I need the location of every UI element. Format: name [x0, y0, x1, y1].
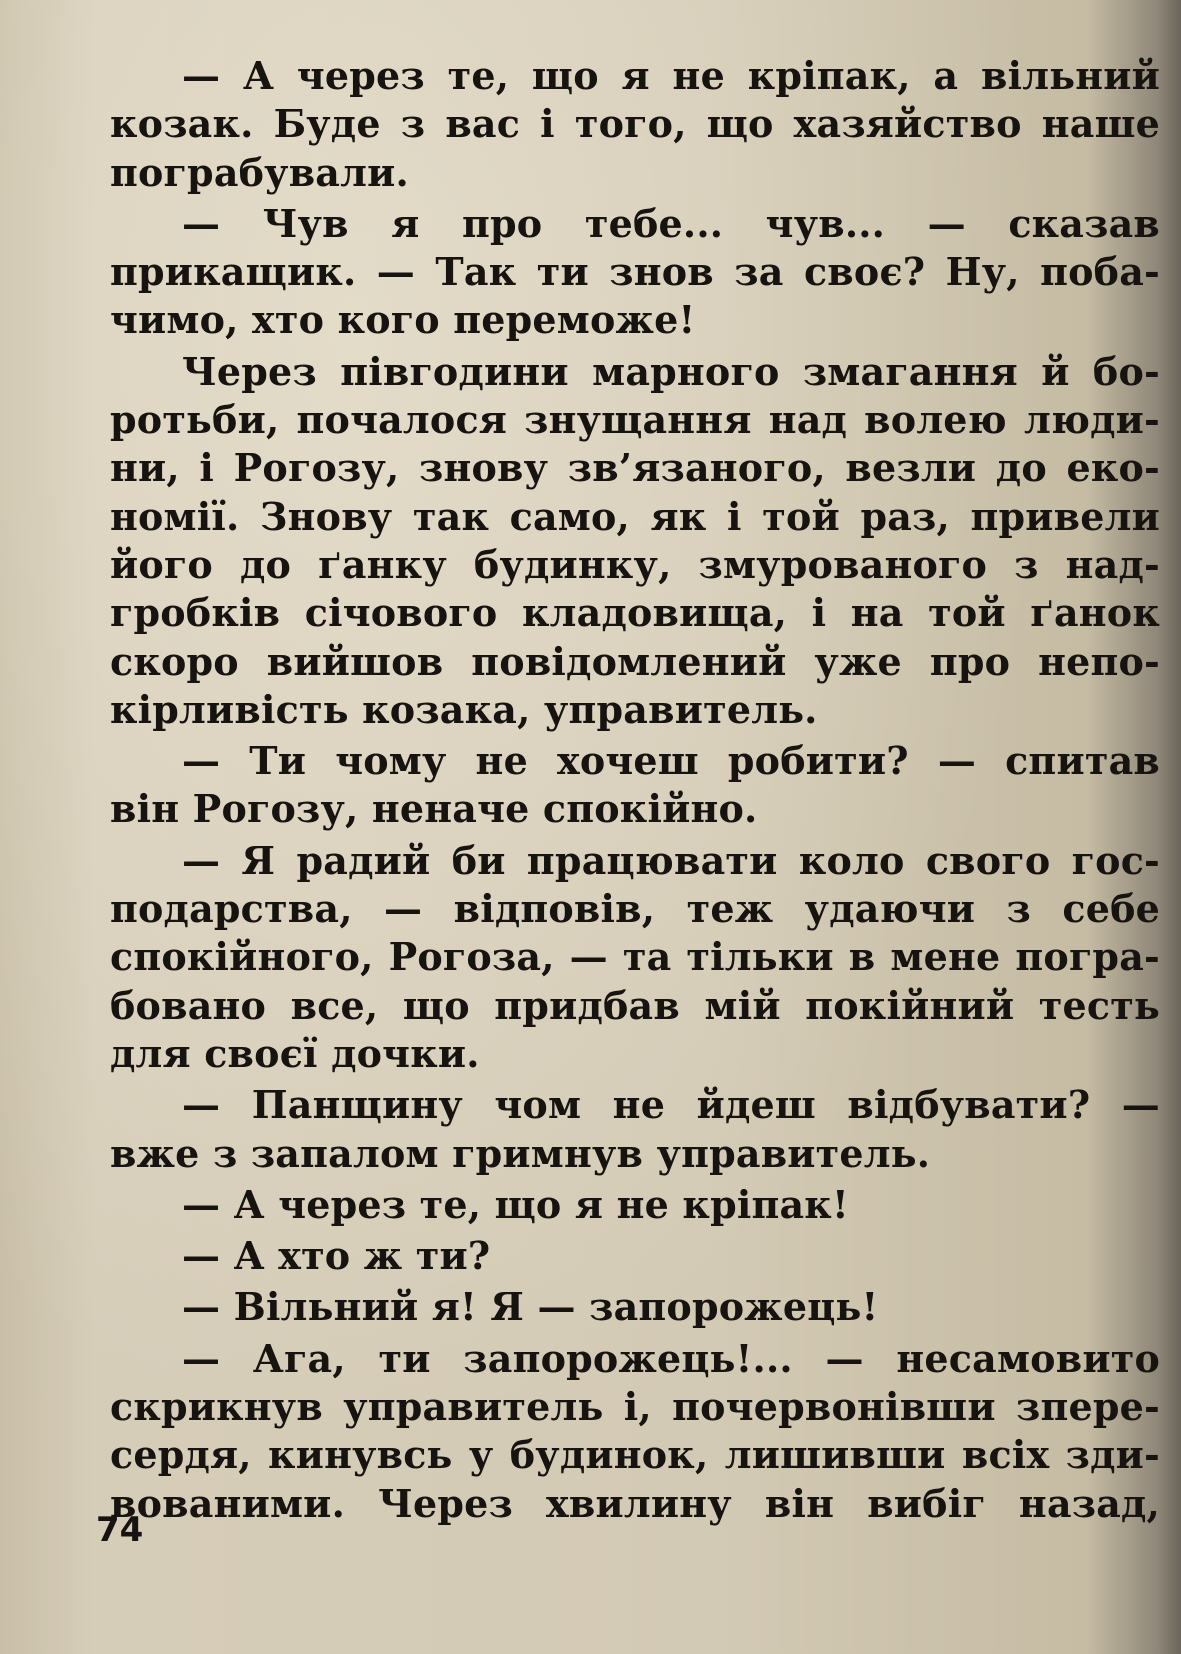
text-line: гробків січового кладовища, і на той ґанок — [110, 590, 1160, 636]
text-line: — А хто ж ти? — [182, 1233, 491, 1279]
text-line: — А через те, що я не кріпак, а вільний — [182, 53, 1160, 98]
text-line: — Ага, ти запорожець!... — несамовито — [182, 1335, 1160, 1381]
text-line: його до ґанку будинку, змурованого з над- — [110, 541, 1160, 587]
text-line: сердя, кинувсь у будинок, лишивши всіх зди- — [110, 1432, 1160, 1478]
text-line: козак. Буде з вас і того, що хазяйство наше — [110, 101, 1160, 147]
text-line: номії. Знову так само, як і той раз, привели — [110, 493, 1160, 539]
text-line: подарства, — відповів, теж удаючи з себе — [110, 886, 1160, 932]
text-line: прикащик. — Так ти знов за своє? Ну, поба- — [110, 249, 1160, 295]
page-number: 74 — [96, 1510, 144, 1550]
page-text — [110, 52, 1160, 1528]
text-line: — А через те, що я не кріпак! — [182, 1181, 849, 1227]
text-line: — Панщину чом не йдеш відбувати? — — [182, 1082, 1160, 1128]
text-line: спокійного, Рогоза, — та тільки в мене погра- — [110, 934, 1160, 980]
text-line: ротьби, почалося знущання над волею люди- — [110, 397, 1160, 443]
text-line: Через півгодини марного змагання й бо- — [182, 348, 1160, 394]
text-line: ни, і Рогозу, знову зв’язаного, везли до еко- — [110, 445, 1160, 491]
text-line: — Ти чому не хочеш робити? — спитав — [182, 738, 1160, 784]
text-line: для своєї дочки. — [110, 1030, 480, 1076]
text-line: — Вільний я! Я — запорожець! — [182, 1284, 879, 1330]
text-line: він Рогозу, неначе спокійно. — [110, 786, 758, 832]
text-line: бовано все, що придбав мій покійний тесть — [110, 982, 1160, 1028]
text-line: чимо, хто кого переможе! — [110, 297, 696, 343]
text-line: вованими. Через хвилину він вибіг назад, — [110, 1480, 1160, 1526]
text-line: — Я радий би працювати коло свого гос- — [182, 837, 1160, 883]
text-line: скрикнув управитель і, почервонівши зпере- — [110, 1384, 1160, 1430]
text-line: вже з запалом гримнув управитель. — [110, 1130, 931, 1176]
text-line: кірливість козака, управитель. — [110, 686, 818, 732]
text-line: — Чув я про тебе... чув... — сказав — [182, 200, 1160, 246]
text-line: скоро вийшов повідомлений уже про непо- — [110, 638, 1160, 684]
text-line: пограбували. — [110, 149, 409, 195]
